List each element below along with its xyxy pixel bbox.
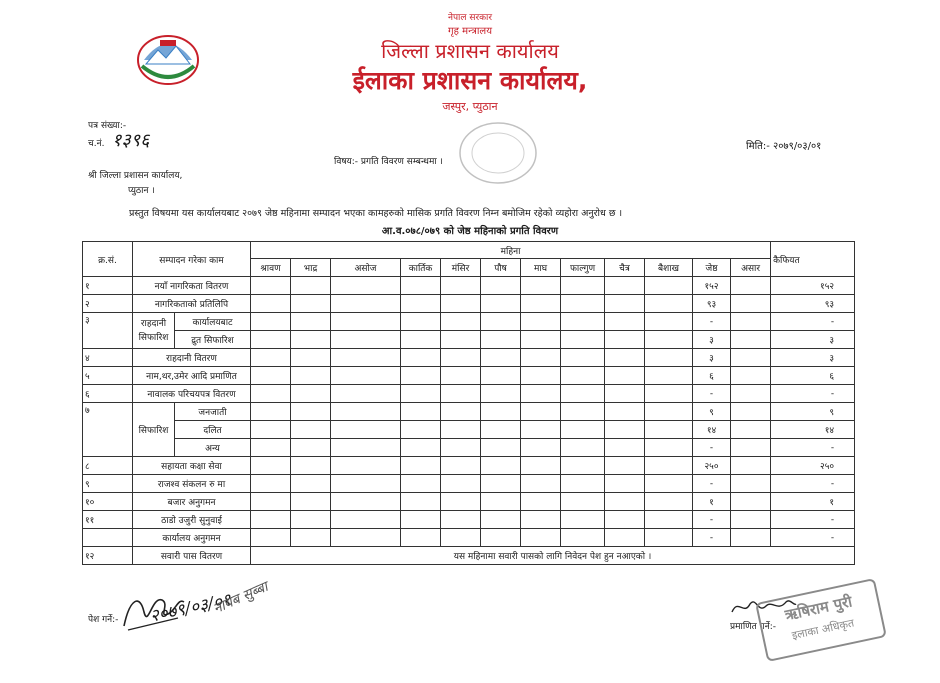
row-sn: ४ [83,349,133,367]
row-remarks: २५० [771,457,855,475]
table-row [83,493,855,511]
month-falgun: फाल्गुण [561,259,605,277]
row-subwork: अन्य [175,439,251,457]
row-jestha-value: १५२ [693,277,731,295]
month-kartik: कार्तिक [401,259,441,277]
submitter-title: नायब सुब्बा [210,579,271,618]
row-remarks: - [771,313,855,331]
row-jestha-value: - [693,313,731,331]
row-remarks: - [771,475,855,493]
row-sn: ६ [83,385,133,403]
month-shrawan: श्रावण [251,259,291,277]
row-sn: १२ [83,547,133,565]
row-work: नावालक परिचयपत्र वितरण [133,385,251,403]
row-subwork: जनजाती [175,403,251,421]
approved-by-label: प्रमाणित गर्ने:- [730,622,777,632]
row-jestha-value: २५० [693,457,731,475]
table-row [83,439,855,457]
row-jestha-value: ९ [693,403,731,421]
month-chaitra: चैत्र [605,259,645,277]
row-jestha-value: ६ [693,367,731,385]
row-jestha-value: १ [693,493,731,511]
row-remarks: १४ [771,421,855,439]
row-remarks: - [771,511,855,529]
month-bhadra: भाद्र [291,259,331,277]
row-remarks: - [771,385,855,403]
row-remarks: ६ [771,367,855,385]
month-asar: असार [731,259,771,277]
row-jestha-value: ९३ [693,295,731,313]
row-work: नागरिकताको प्रतिलिपि [133,295,251,313]
header-remarks: कैफियत [771,242,855,277]
table-row [83,547,855,565]
row-sn: २ [83,295,133,313]
chalani-label: च.नं. [88,139,105,149]
row-sn: ८ [83,457,133,475]
row-sn: ११ [83,511,133,529]
row-remarks: - [771,529,855,547]
recipient-line2: प्युठान । [128,186,155,196]
row-remarks: १ [771,493,855,511]
header-sn: क्र.सं. [83,242,133,277]
patra-sankhya-label: पत्र संख्या:- [88,121,127,131]
table-row [83,403,855,421]
row-sn: ७ [83,403,133,457]
table-row [83,295,855,313]
header-row [83,242,855,259]
row-remarks: ३ [771,331,855,349]
row-jestha-value: - [693,529,731,547]
row-subwork: कार्यालयबाट [175,313,251,331]
row-work: राहदानी वितरण [133,349,251,367]
header-month: महिना [251,242,771,259]
progress-table [82,241,855,565]
stamp-name: ऋषिराम पुरी [783,592,854,625]
submitted-date: २०७९/०३/०१ [148,590,233,627]
table-row [83,277,855,295]
month-poush: पौष [481,259,521,277]
officer-stamp [755,578,887,662]
office-location: जस्पुर, प्युठान [442,100,498,113]
row-work: नाम,थर,उमेर आदि प्रमाणित [133,367,251,385]
row-sn: ३ [83,313,133,349]
row-sn: १ [83,277,133,295]
row-jestha-value: ३ [693,349,731,367]
month-asoj: असोज [331,259,401,277]
row-jestha-value: १४ [693,421,731,439]
row-remarks: ९३ [771,295,855,313]
row-sn [83,529,133,547]
row-jestha-value: - [693,511,731,529]
row-remarks: ९ [771,403,855,421]
table-row [83,457,855,475]
table-row [83,349,855,367]
table-row [83,511,855,529]
row-work: ठाडो उजुरी सुनुवाई [133,511,251,529]
letter-subject: विषय:- प्रगति विवरण सम्बन्धमा । [334,157,443,167]
row-sn: ५ [83,367,133,385]
row-jestha-value: ३ [693,331,731,349]
table-row [83,367,855,385]
area-office-title: ईलाका प्रशासन कार्यालय, [352,66,588,95]
row-work: नयाँ नागरिकता वितरण [133,277,251,295]
row-subwork: द्रुत सिफारिश [175,331,251,349]
chalani-number: १३९६ [112,130,150,151]
row-remarks: - [771,439,855,457]
office-seal-icon [455,118,541,188]
table-row [83,475,855,493]
table-title: आ.व.०७८/०७९ को जेष्ठ महिनाको प्रगति विवरण [381,226,559,237]
ministry-label: गृह मन्त्रालय [447,26,493,37]
row-remarks: १५२ [771,277,855,295]
table-row [83,313,855,331]
row-jestha-value: - [693,385,731,403]
row-work: सवारी पास वितरण [133,547,251,565]
govt-label: नेपाल सरकार [447,13,493,23]
stamp-title: इलाका अधिकृत [790,616,856,643]
letter-date: मिति:- २०७९/०३/०१ [746,141,822,152]
table-row [83,385,855,403]
row-group: राहदानी सिफारिश [133,313,175,349]
month-magh: माघ [521,259,561,277]
district-office-title: जिल्ला प्रशासन कार्यालय [381,39,559,63]
row-remarks: ३ [771,349,855,367]
table-row [83,529,855,547]
letter-body: प्रस्तुत विषयमा यस कार्यालयबाट २०७९ जेष्ठ महिनामा सम्पादन भएका कामहरुको मासिक प्रगति विवरण निम्न बमोजिम रहेको व्यहोरा अनुरोध छ । [129,208,623,219]
row-work: बजार अनुगमन [133,493,251,511]
row-sn: ९ [83,475,133,493]
row-group: सिफारिश [133,403,175,457]
table-row [83,331,855,349]
row-work: राजश्व संकलन रु मा [133,475,251,493]
row-jestha-value: - [693,475,731,493]
recipient-line1: श्री जिल्ला प्रशासन कार्यालय, [88,171,183,181]
row-jestha-value: - [693,439,731,457]
row-work: कार्यालय अनुगमन [133,529,251,547]
month-baishakh: बैशाख [645,259,693,277]
month-jestha: जेष्ठ [693,259,731,277]
row-work: सहायता कक्षा सेवा [133,457,251,475]
table-row [83,421,855,439]
row-sn: १० [83,493,133,511]
header-work: सम्पादन गरेका काम [133,242,251,277]
row-note: यस महिनामा सवारी पासको लागि निवेदन पेश हुन नआएको । [251,547,855,565]
row-subwork: दलित [175,421,251,439]
month-mangsir: मंसिर [441,259,481,277]
submitted-by-label: पेश गर्ने:- [88,615,119,625]
